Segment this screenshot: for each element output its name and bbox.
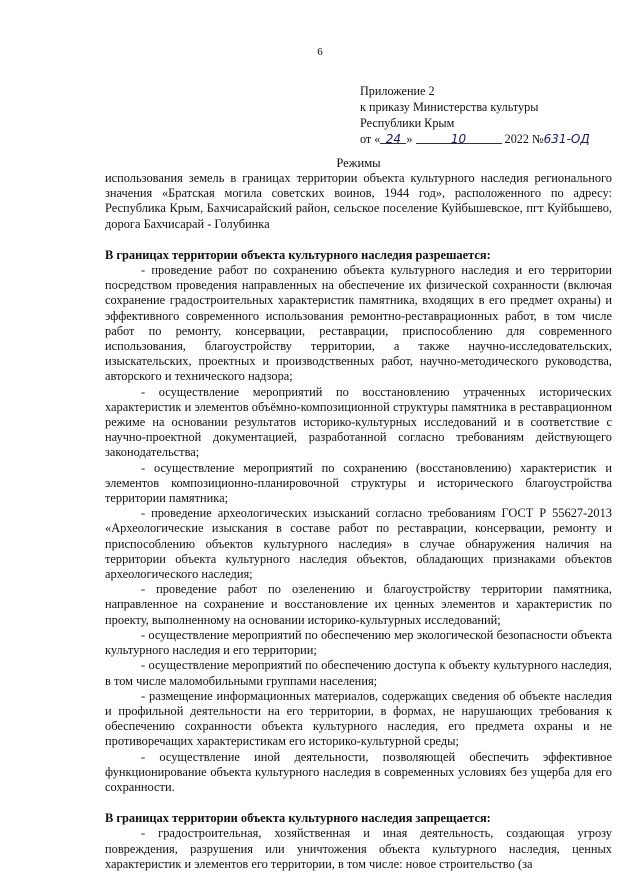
allowed-heading: В границах территории объекта культурного наследия разрешается: — [105, 247, 491, 262]
allowed-item: - осуществление мероприятий по восстановлению утраченных исторических характеристик и элементов объёмно-композиционной структуры памятника в реставрационном режиме на основании результатов историко-культурных исследований и в соответствие с научно-проектной документацией, разработанной согласно требованиям действующего законодательства; — [105, 384, 612, 460]
allowed-item: - проведение археологических изысканий согласно требованиям ГОСТ Р 55627-2013 «Археологические изыскания в составе работ по реставрации, консервации, ремонту и приспособлению объектов культурного наследия» в случае обнаружения наличия на территории объекта культурного наследия объектов, обладающих признаками объектов археологического наследия; — [105, 506, 612, 582]
appendix-header — [360, 83, 610, 147]
order-number: 631-ОД — [543, 132, 590, 146]
allowed-item: - осуществление иной деятельности, позволяющей обеспечить эффективное функционирование объекта культурного наследия в современных условиях без ущерба для его сохранности. — [105, 749, 612, 794]
date-month: 10 — [450, 132, 467, 146]
appendix-region: Республики Крым — [360, 116, 455, 130]
document-body — [105, 156, 612, 872]
allowed-item: - размещение информационных материалов, содержащих сведения об объекте наследия и профильной деятельности на его территории, в формах, не нарушающих требования к обеспечению сохранности объекта культурного наследия, его предмета охраны и не противоречащих характеристикам его историко-культурной среды; — [105, 688, 612, 749]
date-year: 2022 — [504, 132, 529, 146]
date-prefix: от « — [360, 132, 381, 146]
forbidden-item: - градостроительная, хозяйственная и иная деятельность, создающая угрозу повреждения, разрушения или уничтожения объекта культурного наследия, ценных характеристик и элементов его территории, в том числе: новое строительство (за — [105, 826, 612, 871]
allowed-item: - осуществление мероприятий по обеспечению доступа к объекту культурного наследия, в том числе маломобильными группами населения; — [105, 658, 612, 688]
date-day: 24 — [385, 132, 402, 146]
number-prefix: № — [532, 132, 544, 146]
forbidden-heading: В границах территории объекта культурного наследия запрещается: — [105, 811, 491, 826]
document-title: Режимы — [336, 156, 381, 170]
intro-paragraph: использования земель в границах территории объекта культурного наследия регионального значения «Братская могила советских воинов, 1944 год», расположенного по адресу: Республика Крым, Бахчисарайский район, сельское поселение Куйбышевское, пгт Куйбышево, дорога Бахчисарай - Голубинка — [105, 171, 612, 231]
appendix-order-ref: к приказу Министерства культуры — [360, 100, 539, 114]
appendix-date-line — [360, 131, 610, 147]
date-day-field — [380, 131, 406, 144]
date-month-field — [416, 131, 502, 144]
allowed-item: - проведение работ по сохранению объекта культурного наследия и его территории посредством проведения направленных на обеспечение их физической сохранности (включая сохранение градостроительных характеристик памятника, входящих в его предмет охраны) и эффективного современного использования ремонтно-реставрационных работ, в том числе работ по ремонту, консервации, реставрации, приспособлению для современного использования, благоустройству территории, а также научно-исследовательских, изыскательских, проектных и производственных работ, научно-методического руководства, авторского и технического надзора; — [105, 263, 612, 384]
appendix-label: Приложение 2 — [360, 84, 435, 98]
date-day-suffix: » — [406, 132, 413, 146]
allowed-item: - осуществление мероприятий по сохранению (восстановлению) характеристик и элементов композиционно-планировочной структуры и исторического благоустройства территории памятника; — [105, 460, 612, 506]
allowed-item: - осуществление мероприятий по обеспечению мер экологической безопасности объекта культурного наследия и его территории; — [105, 627, 612, 658]
page-number: 6 — [317, 46, 323, 58]
allowed-item: - проведение работ по озеленению и благоустройству территории памятника, направленное на сохранение и восстановление их ценных элементов и характеристик по проекту, выполненному на основании историко-культурных исследований; — [105, 582, 612, 627]
